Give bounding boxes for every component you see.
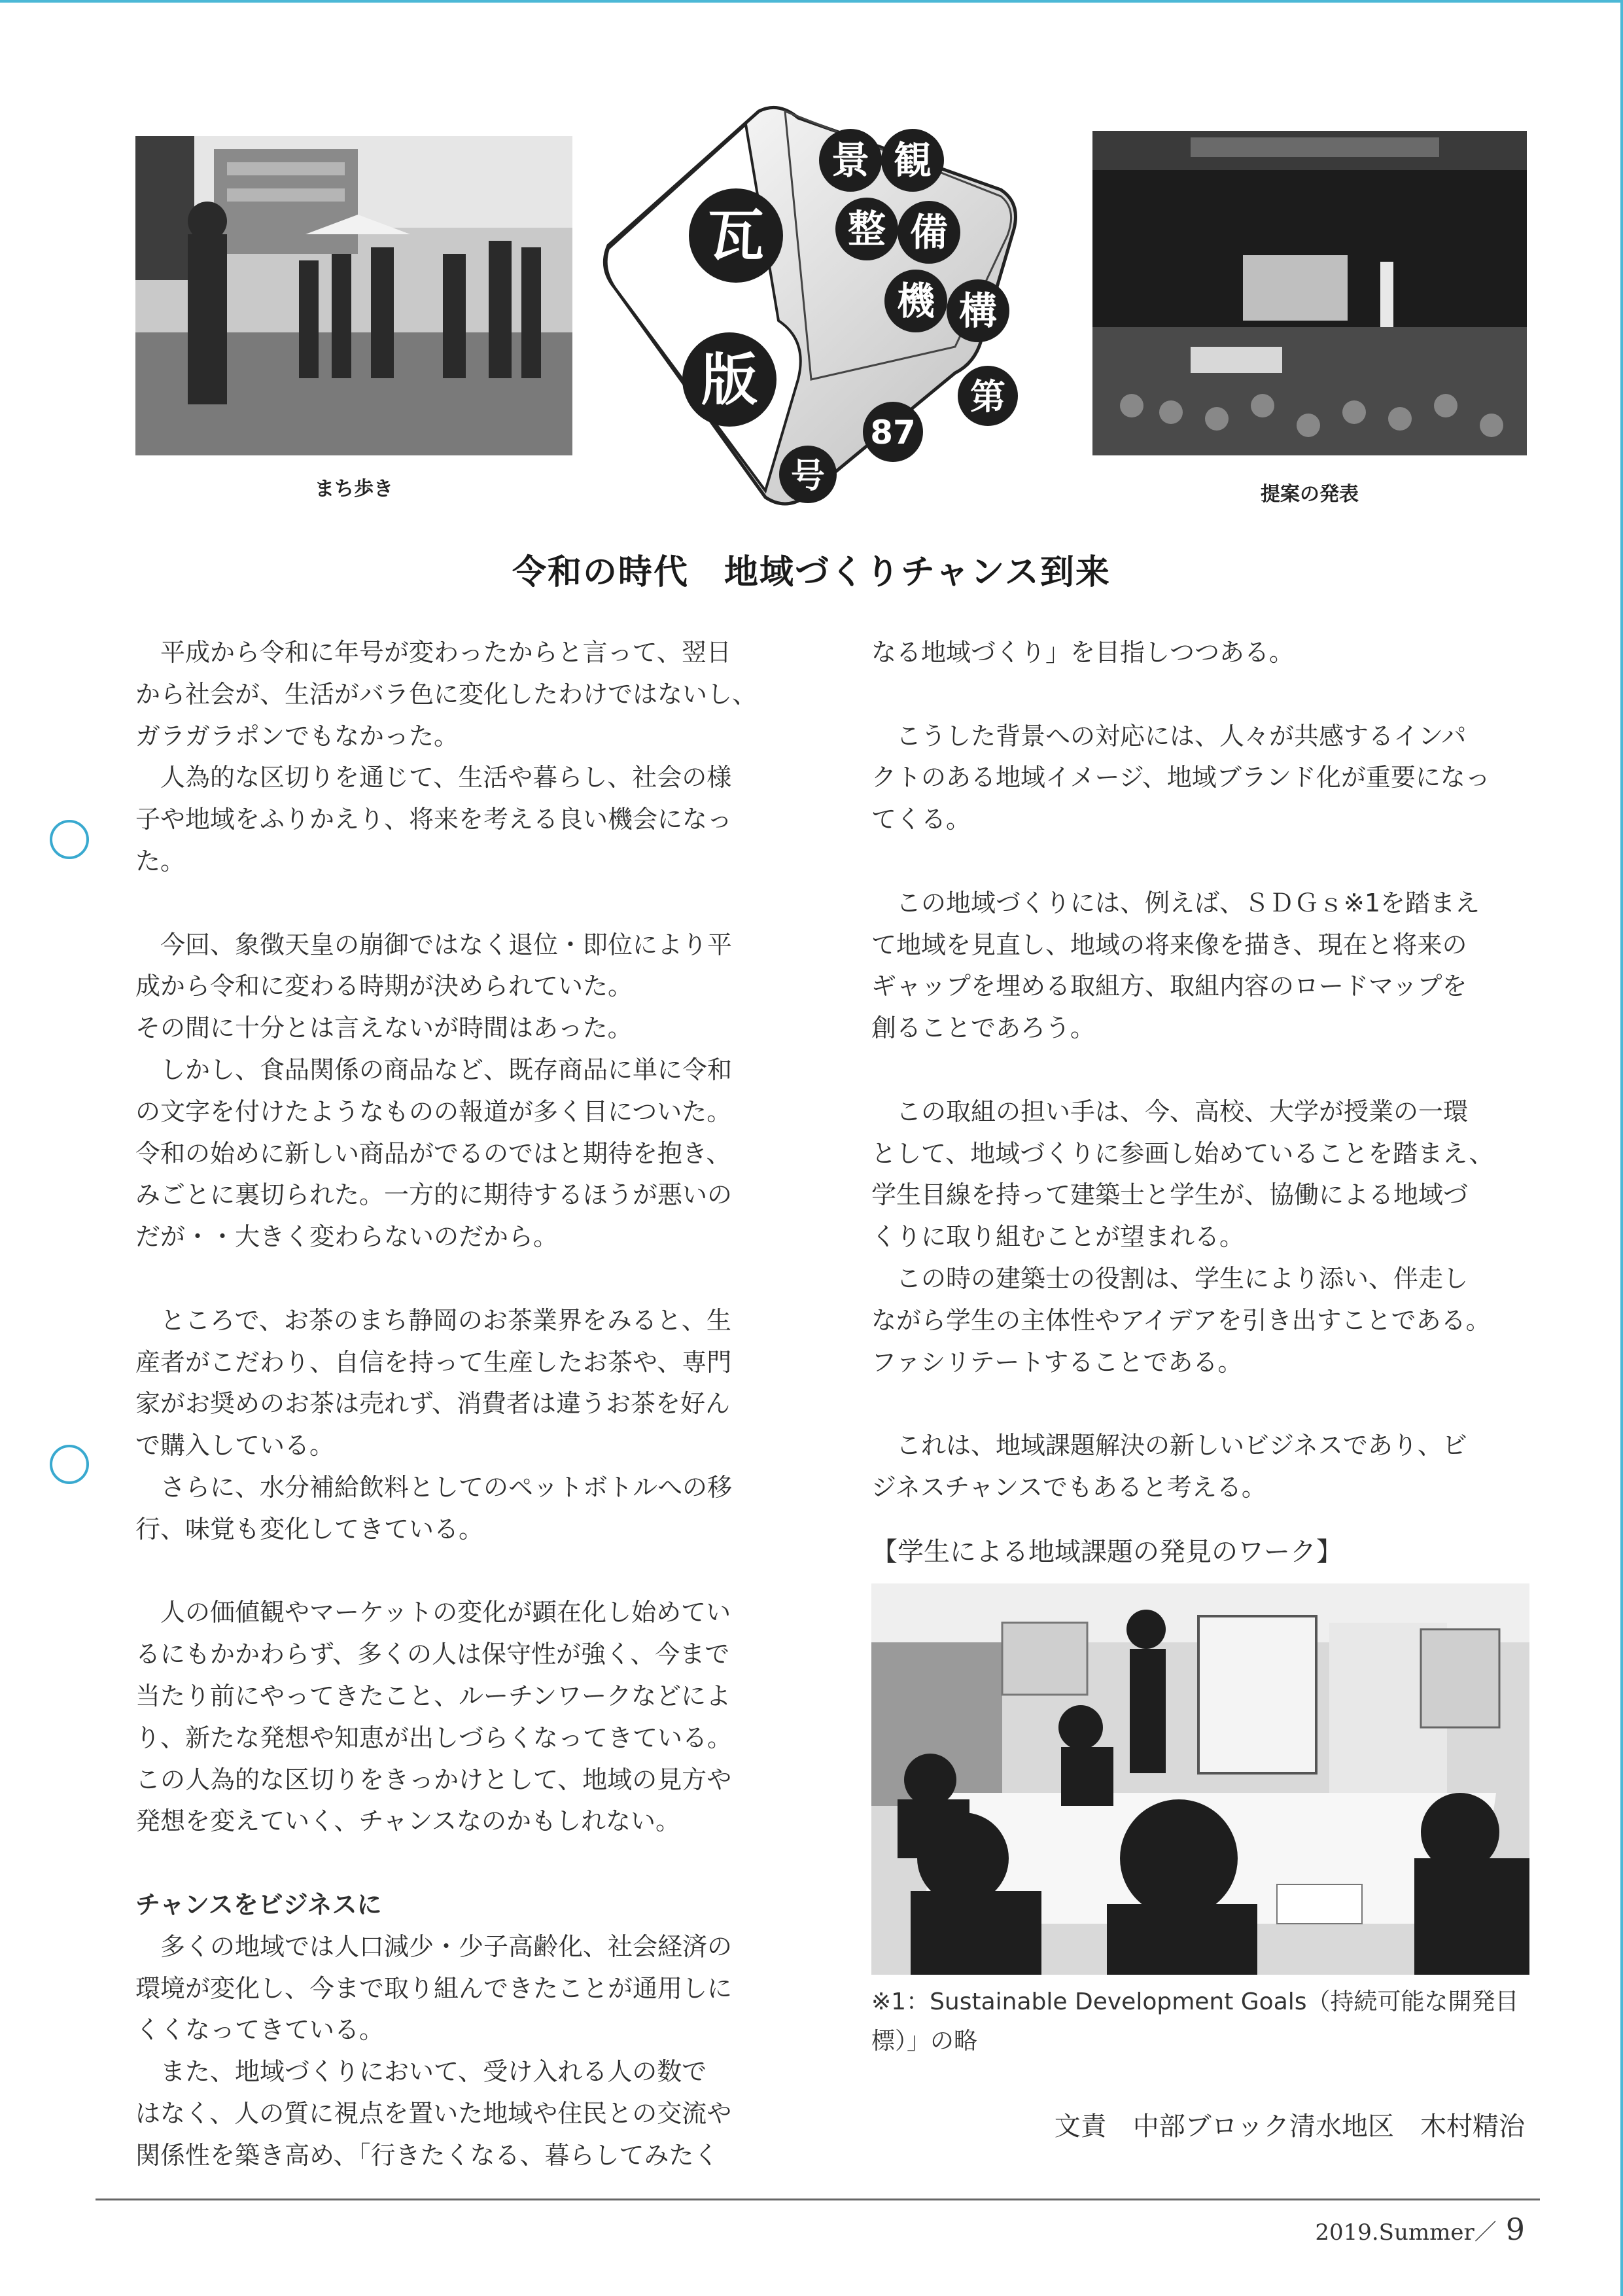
photo-town-walk-caption: まち歩き [315,478,393,501]
text-line: 人の価値観やマーケットの変化が顕在化し始めてい [135,1598,731,1627]
text-line: クトのある地域イメージ、地域ブランド化が重要になっ [871,763,1490,792]
svg-text:瓦: 瓦 [708,203,764,269]
logo-char-1: 景 [831,138,870,183]
text-line: ガラガラポンでもなかった。 [135,721,459,751]
text-line: この人為的な区切りをきっかけとして、地域の見方や [135,1765,732,1794]
text-line: 環境が変化し、今まで取り組んできたことが通用しに [135,1973,733,2003]
photo-town-walk [135,136,572,455]
text-line: 人為的な区切りを通じて、生活や暮らし、社会の様 [135,763,732,792]
svg-text:機: 機 [896,279,935,323]
binder-hole-top [50,820,89,859]
text-line: てくる。 [871,805,971,834]
text-line: ながら学生の主体性やアイデアを引き出すことである。 [871,1305,1491,1335]
footnote-line: 標）」の略 [871,2028,978,2055]
svg-text:備: 備 [909,210,949,255]
text-line: みごとに裏切られた。一方的に期待するほうが悪いの [135,1180,733,1210]
svg-text:構: 構 [958,289,998,333]
footnote-line: ※1：Sustainable Development Goals（持続可能な開発目 [871,1988,1519,2015]
text-line: これは、地域課題解決の新しいビジネスであり、ビ [871,1431,1467,1460]
svg-text:第: 第 [970,376,1005,417]
text-line: また、地域づくりにおいて、受け入れる人の数で [135,2057,707,2087]
left-column [135,632,790,2176]
dice-logo [589,105,1079,510]
svg-text:版: 版 [701,347,758,413]
text-line: 発想を変えていく、チャンスなのかもしれない。 [135,1807,680,1836]
text-line: くりに取り組むことが望まれる。 [871,1222,1245,1252]
text-line: 行、味覚も変化してきている。 [135,1514,484,1544]
text-line: 関係性を築き高め、「行きたくなる、暮らしてみたく [135,2140,719,2170]
svg-text:観: 観 [893,138,932,183]
text-line: なる地域づくり」を目指しつつある。 [871,638,1295,667]
photo-presentation [1092,131,1527,455]
text-line: 当たり前にやってきたこと、ルーチンワークなどによ [135,1681,731,1710]
page-folio [1315,2212,1525,2247]
text-line: 令和の始めに新しい商品がでるのではと期待を抱き、 [135,1139,731,1168]
svg-text:号: 号 [790,457,826,496]
svg-text:整: 整 [847,207,886,251]
text-line: るにもかかわらず、多くの人は保守性が強く、今まで [135,1640,730,1669]
page-number: 9 [1505,2212,1525,2247]
text-line: 成から令和に変わる時期が決められていた。 [135,972,633,1001]
text-line: ジネスチャンスでもあると考える。 [871,1472,1266,1502]
edition-label: 2019.Summer／ [1315,2219,1497,2246]
right-column [871,632,1532,1509]
text-line: くくなってきている。 [135,2015,385,2045]
photo-heading: 【学生による地域課題の発見のワーク】 [871,1537,1342,1567]
text-line: この地域づくりには、例えば、ＳＤＧｓ※1を踏まえ [871,888,1480,917]
text-line: ところで、お茶のまち静岡のお茶業界をみると、生 [135,1305,731,1335]
article-title: 令和の時代 地域づくりチャンス到来 [512,553,1111,592]
footer-rule [96,2199,1540,2200]
text-line: さらに、水分補給飲料としてのペットボトルへの移 [135,1472,733,1502]
text-line: の文字を付けたようなものの報道が多く目についた。 [135,1097,732,1126]
text-line: ファシリテートすることである。 [871,1347,1243,1377]
text-line: て地域を見直し、地域の将来像を描き、現在と将来の [871,930,1467,959]
text-line: 創ることであろう。 [871,1014,1096,1043]
text-line: 多くの地域では人口減少・少子高齢化、社会経済の [135,1932,733,1961]
text-line: この取組の担い手は、今、高校、大学が授業の一環 [871,1097,1469,1126]
photo-student-workshop [871,1583,1529,1975]
section-heading: チャンスをビジネスに [135,1890,382,1919]
text-line: 平成から令和に年号が変わったからと言って、翌日 [135,638,731,667]
text-line: この時の建築士の役割は、学生により添い、伴走し [871,1263,1469,1293]
text-line: ギャップを埋める取組方、取組内容のロードマップを [871,972,1467,1001]
binder-hole-bottom [50,1445,89,1484]
text-line: その間に十分とは言えないが時間はあった。 [135,1014,633,1043]
svg-text:87: 87 [870,414,916,451]
text-line: しかし、食品関係の商品など、既存商品に単に令和 [135,1055,733,1084]
text-line: 産者がこだわり、自信を持って生産したお茶や、専門 [135,1347,732,1377]
text-line: はなく、人の質に視点を置いた地域や住民との交流や [135,2098,732,2128]
author-credit: 文責 中部ブロック清水地区 木村精治 [1054,2111,1525,2142]
footnote [871,1983,1519,2061]
text-line: 子や地域をふりかえり、将来を考える良い機会になっ [135,805,733,834]
photo-presentation-caption: 提案の発表 [1261,483,1359,506]
text-line: 学生目線を持って建築士と学生が、協働による地域づ [871,1180,1469,1210]
text-line: だが・・大きく変わらないのだから。 [135,1222,559,1252]
text-line: た。 [135,846,186,875]
text-line: で購入している。 [135,1431,335,1460]
text-line: こうした背景への対応には、人々が共感するインパ [871,721,1467,751]
text-line: 今回、象徴天皇の崩御ではなく退位・即位により平 [135,930,733,959]
text-line: り、新たな発想や知恵が出しづらくなってきている。 [135,1723,733,1752]
text-line: から社会が、生活がバラ色に変化したわけではないし、 [135,679,758,709]
text-line: として、地域づくりに参画し始めていることを踏まえ、 [871,1139,1494,1168]
text-line: 家がお奨めのお茶は売れず、消費者は違うお茶を好ん [135,1389,730,1419]
